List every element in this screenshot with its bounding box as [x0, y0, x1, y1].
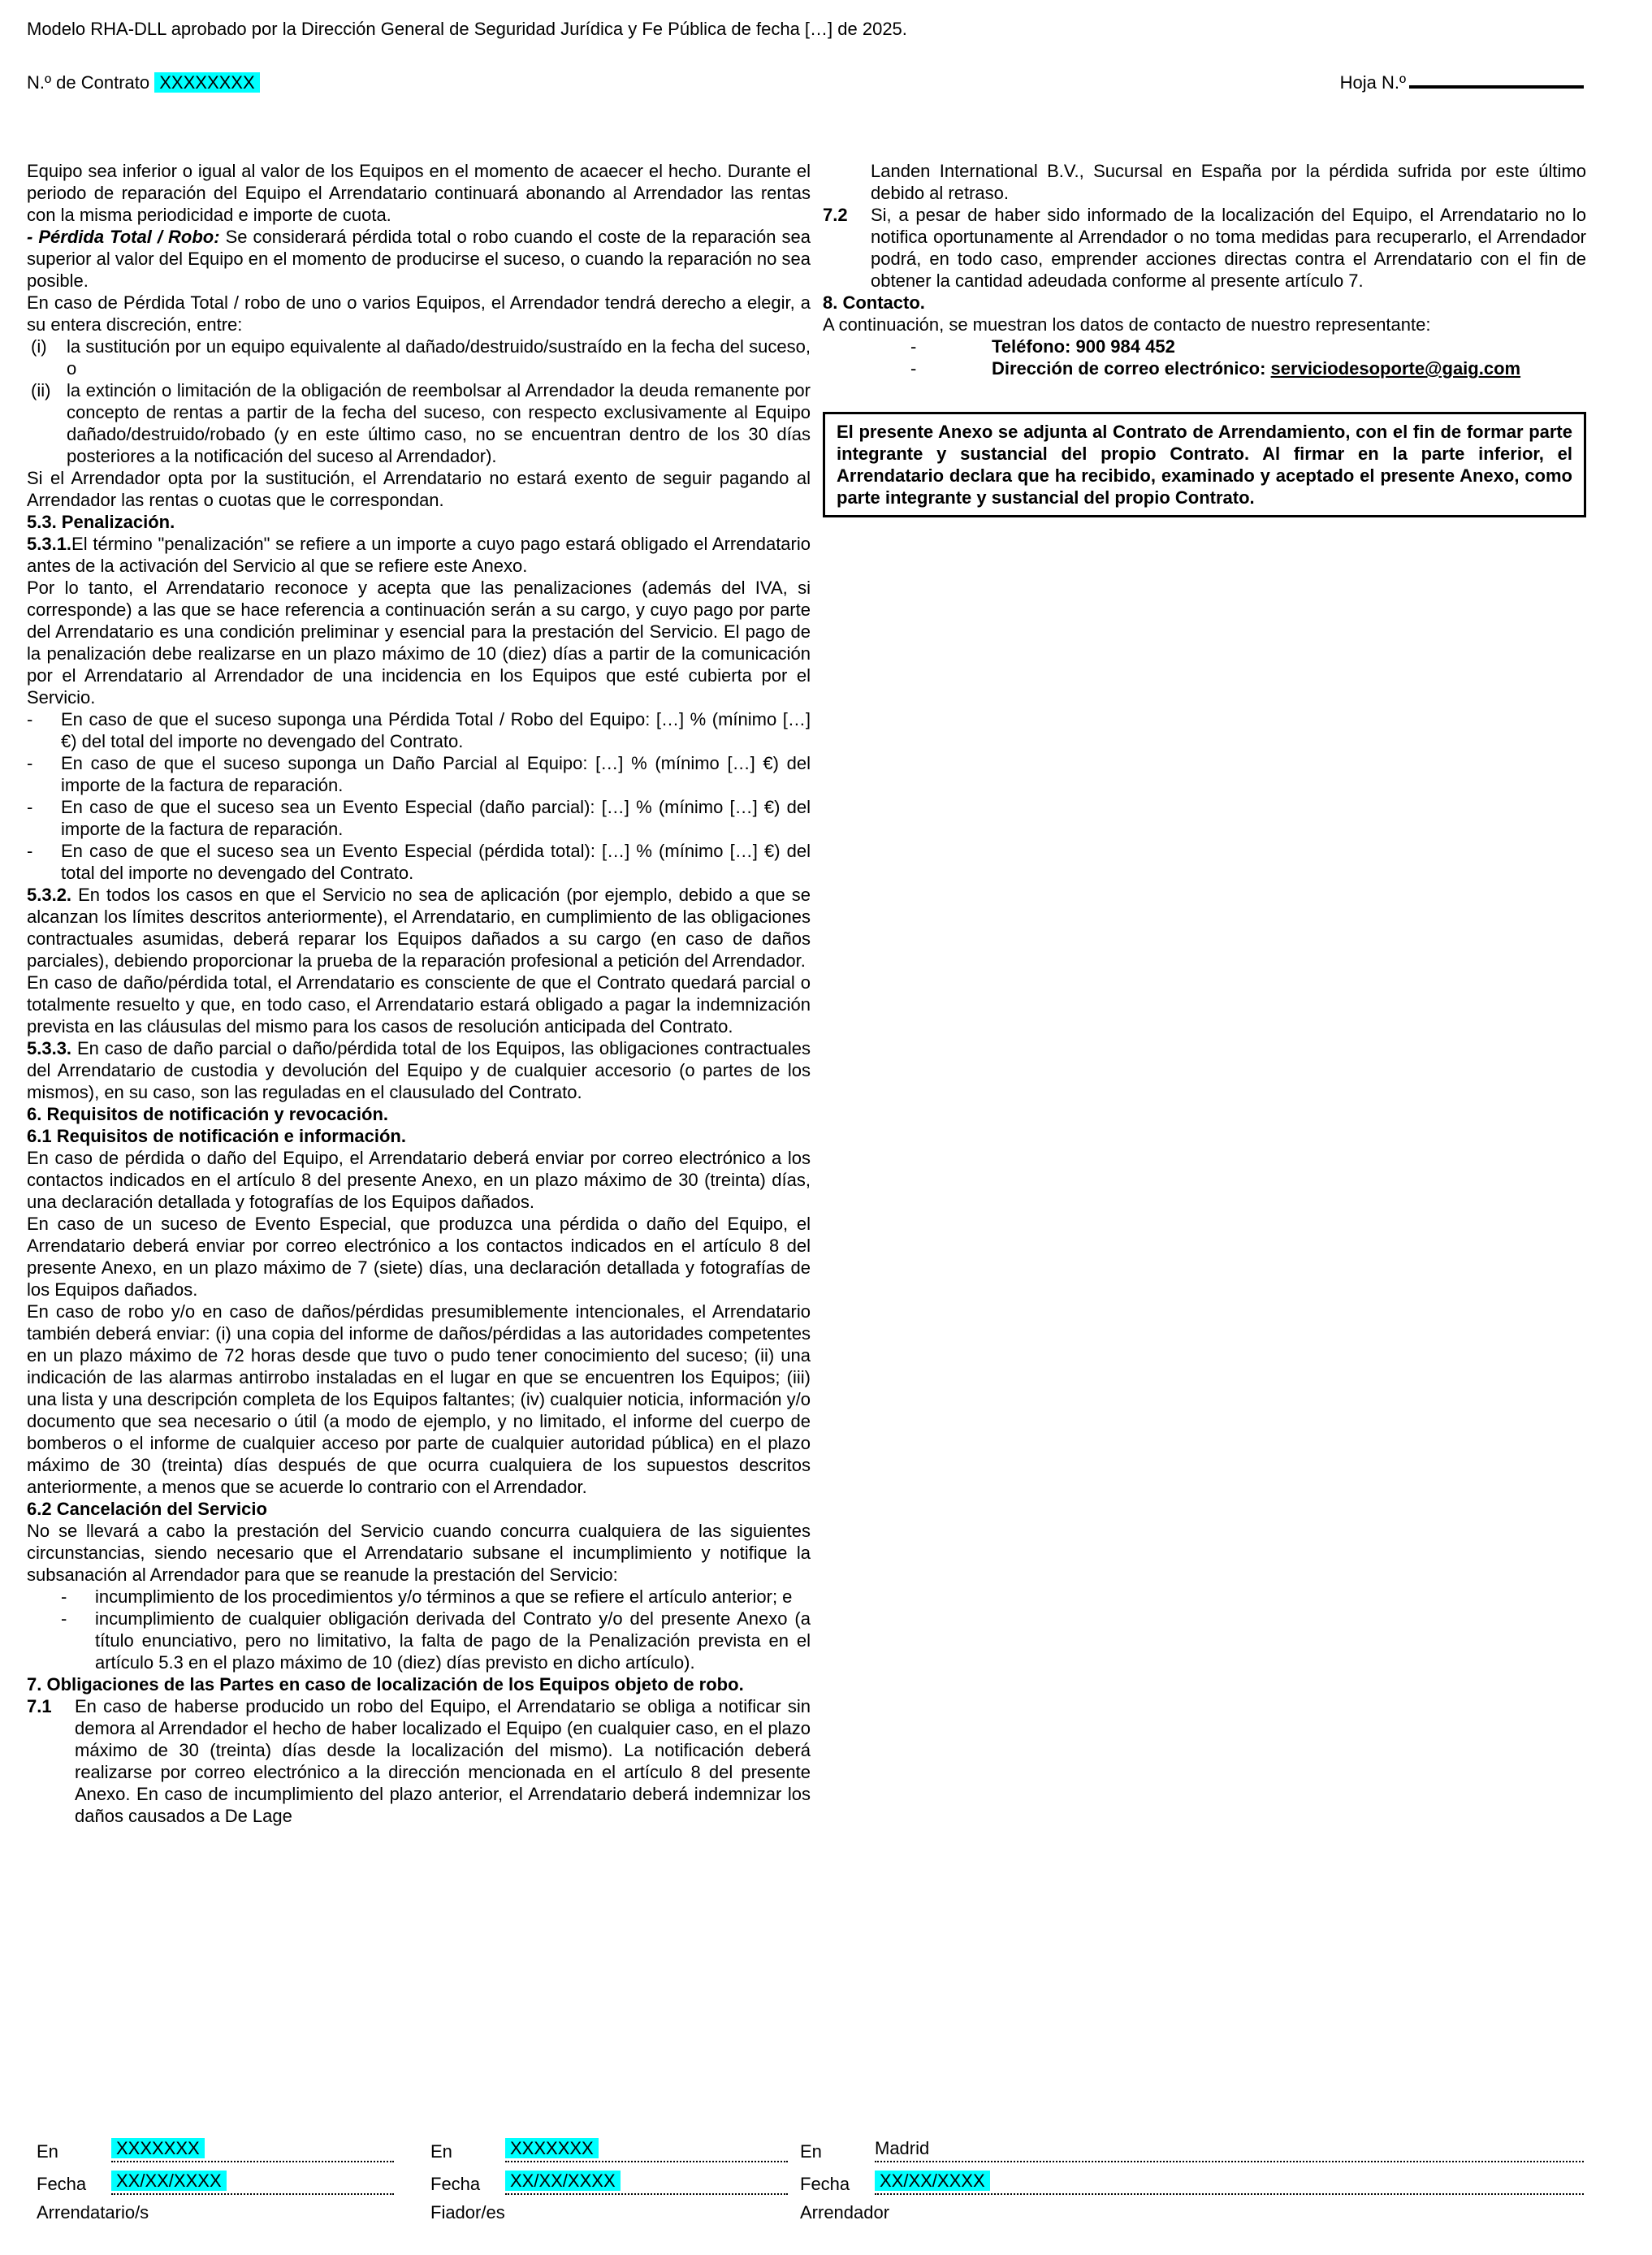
approval-line: Modelo RHA-DLL aprobado por la Dirección General de Seguridad Jurídica y Fe Pública de fecha […] de 2025. — [27, 19, 907, 39]
cancellation-item-1: - incumplimiento de los procedimientos y/o términos a que se refiere el artículo anterior; e — [61, 1586, 793, 1607]
place-label: En — [430, 2141, 452, 2162]
place-field[interactable] — [875, 2137, 1584, 2162]
clause-number: 5.3.3. — [27, 1038, 72, 1058]
heading-6: 6. Requisitos de notificación y revocación. — [27, 1104, 389, 1124]
penalty-item-2: - En caso de que el suceso suponga un Daño Parcial al Equipo: […] % (mínimo […] €) del importe de la factura de reparación. — [27, 753, 811, 795]
date-label: Fecha — [37, 2174, 87, 2194]
right-column — [823, 160, 1586, 517]
clause-penalizaciones: Por lo tanto, el Arrendatario reconoce y acepta que las penalizaciones (además del IVA, si corresponde) a las que se hace referencia a continuación serán a su cargo, y cuyo pago por parte del Arrendatario es una condición preliminar y esencial para la prestación del Servicio. El pago de la penalización debe realizarse en un plazo máximo de 10 (diez) días a partir de la comunicación por el Arrendatario al Arrendador de una incidencia en los Equipos que esté cubierta por el Servicio. — [27, 578, 811, 708]
list-marker: - — [27, 797, 33, 817]
contact-intro: A continuación, se muestran los datos de contacto de nuestro representante: — [823, 314, 1431, 335]
list-item-ii: (ii) la extinción o limitación de la obligación de reembolsar al Arrendador la deuda remanente por concepto de rentas a partir de la fecha del suceso, con respecto exclusivamente al Equipo dañado/destruido/robado (y en este último caso, no se encuentran dentro de los 30 días posteriores a la notificación del suceso al Arrendador). — [27, 379, 811, 467]
contact-phone: Teléfono: 900 984 452 — [992, 336, 1175, 357]
contract-number-value[interactable]: XXXXXXXX — [154, 72, 259, 93]
clause-number: 7.1 — [27, 1696, 52, 1716]
date-value[interactable]: XX/XX/XXXX — [875, 2171, 990, 2191]
penalty-item-4: - En caso de que el suceso sea un Evento Especial (pérdida total): […] % (mínimo […] €) del total del importe no devengado del Contrato. — [27, 841, 811, 883]
date-value[interactable]: XX/XX/XXXX — [505, 2171, 621, 2191]
clause-number: 5.3.2. — [27, 885, 72, 905]
clause-5-3-1: 5.3.1.El término "penalización" se refiere a un importe a cuyo pago estará obligado el Arrendatario antes de la activación del Servicio al que se refiere este Anexo. — [27, 534, 811, 576]
sheet-number — [1340, 69, 1584, 93]
heading-6-1: 6.1 Requisitos de notificación e información. — [27, 1126, 406, 1146]
document-header — [0, 0, 1652, 93]
sheet-number-label: Hoja N.º — [1339, 72, 1406, 93]
date-label: Fecha — [430, 2174, 481, 2194]
heading-7: 7. Obligaciones de las Partes en caso de localización de los Equipos objeto de robo. — [27, 1674, 744, 1694]
signature-section — [37, 2130, 1584, 2223]
clause-dano-perdida-total: En caso de daño/pérdida total, el Arrendatario es consciente de que el Contrato quedará parcial o totalmente resuelto y que, en todo caso, el Arrendatario estará obligado a pagar la indemnización prevista en las cláusulas del mismo para los casos de resolución anticipada del Contrato. — [27, 972, 811, 1037]
clause-6-1-c: En caso de robo y/o en caso de daños/pérdidas presumiblemente intencionales, el Arrendatario también deberá enviar: (i) una copia del informe de daños/pérdidas a las autoridades competentes en un plazo máximo de 72 horas desde que tuvo o pudo tener conocimiento del suceso; (ii) una indicación de las alarmas antirrobo instaladas en el lugar en que se encuentren los Equipos; (iii) una lista y una descripción completa de los Equipos faltantes; (iv) cualquier noticia, información y/o documento que sea necesario o útil (a modo de ejemplo, y no limitado, el informe del cuerpo de bomberos o el informe de cualquier acceso por parte de cualquier autoridad pública) en el plazo máximo de 30 (treinta) días después de que ocurra cualquiera de los supuestos descritos anteriormente, a menos que se acuerde lo contrario con el Arrendador. — [27, 1301, 811, 1497]
clause-6-1-a: En caso de pérdida o daño del Equipo, el Arrendatario deberá enviar por correo electrónico a los contactos indicados en el artículo 8 del presente Anexo, en un plazo máximo de 30 (treinta) días, una declaración detallada y fotografías de los Equipos dañados. — [27, 1148, 811, 1212]
date-row — [800, 2162, 1584, 2195]
heading-8: 8. Contacto. — [823, 292, 925, 313]
document-body — [0, 160, 1652, 1827]
signature-block-fiador — [430, 2130, 788, 2223]
contact-phone-item — [823, 335, 1586, 357]
place-label: En — [37, 2141, 58, 2162]
signer-role: Arrendatario/s — [37, 2202, 149, 2223]
contract-number-label: N.º de Contrato — [27, 72, 150, 93]
contract-row — [27, 69, 1584, 93]
date-row — [430, 2162, 788, 2195]
clause-6-2-intro: No se llevará a cabo la prestación del Servicio cuando concurra cualquiera de las siguientes circunstancias, siendo necesario que el Arrendatario subsane el incumplimiento y notifique la subsanación al Arrendador para que se reanude la prestación del Servicio: — [27, 1521, 811, 1585]
clause-number: 5.3.1. — [27, 534, 72, 554]
place-row — [800, 2130, 1584, 2162]
list-marker: - — [27, 753, 33, 773]
contact-email-label: Dirección de correo electrónico: — [992, 358, 1271, 379]
clause-5-3-2: 5.3.2. En todos los casos en que el Servicio no sea de aplicación (por ejemplo, debido a que se alcanzan los límites descritos anteriormente), el Arrendatario, en cumplimiento de las obligaciones contractuales asumidas, deberá reparar los Equipos dañados a su cargo (en caso de daños parciales), debiendo proporcionar la prueba de la reparación profesional a petición del Arrendador. — [27, 885, 811, 971]
list-marker: - — [27, 709, 33, 729]
list-marker: - — [27, 841, 33, 861]
heading-6-2: 6.2 Cancelación del Servicio — [27, 1499, 267, 1519]
place-value: Madrid — [875, 2138, 930, 2158]
contact-email-link[interactable]: serviciodesoporte@gaig.com — [1270, 358, 1521, 379]
clause-continuation-paragraph: Equipo sea inferior o igual al valor de los Equipos en el momento de acaecer el hecho. Durante el periodo de reparación del Equipo el Arrendatario continuará abonando al Arrendador las rentas con la misma periodicidad e importe de cuota. — [27, 161, 811, 225]
signer-role: Arrendador — [800, 2202, 890, 2223]
clause-eleccion-intro: En caso de Pérdida Total / robo de uno o varios Equipos, el Arrendador tendrá derecho a elegir, a su entera discreción, entre: — [27, 292, 811, 335]
contract-number — [27, 71, 260, 93]
cancellation-item-2: - incumplimiento de cualquier obligación derivada del Contrato y/o del presente Anexo (a título enunciativo, pero no limitativo, la falta de pago de la Penalización prevista en el artículo 5.3 en el plazo máximo de 10 (diez) días previsto en dicho artículo). — [61, 1608, 811, 1673]
list-marker: - — [910, 336, 917, 357]
place-value[interactable]: XXXXXXX — [111, 2138, 205, 2158]
clause-7-1-continuation: Landen International B.V., Sucursal en España por la pérdida sufrida por este último debido al retraso. — [871, 161, 1586, 203]
sheet-number-blank[interactable] — [1409, 69, 1584, 89]
list-marker: - — [910, 358, 917, 379]
date-field[interactable] — [111, 2170, 394, 2195]
clause-sustitucion: Si el Arrendador opta por la sustitución, el Arrendatario no estará exento de seguir pagando al Arrendador las rentas o cuotas que le correspondan. — [27, 468, 811, 510]
date-field[interactable] — [875, 2170, 1584, 2195]
place-row — [37, 2130, 394, 2162]
clause-6-1-b: En caso de un suceso de Evento Especial, que produzca una pérdida o daño del Equipo, el Arrendatario deberá enviar por correo electrónico a los contactos indicados en el artículo 8 del presente Anexo, en un plazo máximo de 7 (siete) días, una declaración detallada y fotografías de los Equipos dañados. — [27, 1214, 811, 1300]
left-column — [27, 160, 811, 1827]
penalty-item-3: - En caso de que el suceso sea un Evento Especial (daño parcial): […] % (mínimo […] €) del importe de la factura de reparación. — [27, 797, 811, 839]
date-label: Fecha — [800, 2174, 850, 2194]
signer-role: Fiador/es — [430, 2202, 505, 2223]
penalty-item-1: - En caso de que el suceso suponga una Pérdida Total / Robo del Equipo: […] % (mínimo […] €) del total del importe no devengado del Contrato. — [27, 709, 811, 751]
list-item-i: (i) la sustitución por un equipo equivalente al dañado/destruido/sustraído en la fecha del suceso, o — [27, 335, 811, 379]
contact-email-item — [823, 357, 1586, 379]
place-row — [430, 2130, 788, 2162]
annex-notice-box: El presente Anexo se adjunta al Contrato de Arrendamiento, con el fin de formar parte integrante y sustancial del propio Contrato. Al firmar en la parte inferior, el Arrendatario declara que ha recibido, examinado y aceptado el presente Anexo, como parte integrante y sustancial del propio Contrato. — [823, 412, 1586, 517]
heading-5-3: 5.3. Penalización. — [27, 512, 175, 532]
signature-block-arrendatario — [37, 2130, 394, 2223]
clause-number: 7.2 — [823, 205, 848, 225]
list-marker: (i) — [31, 336, 47, 357]
list-marker: - — [61, 1608, 67, 1629]
place-label: En — [800, 2141, 822, 2162]
clause-5-3-3: 5.3.3. En caso de daño parcial o daño/pérdida total de los Equipos, las obligaciones contractuales del Arrendatario de custodia y devolución del Equipo y de cualquier accesorio (o partes de los mismos), en su caso, son las reguladas en el clausulado del Contrato. — [27, 1038, 811, 1102]
place-field[interactable] — [111, 2137, 394, 2162]
place-field[interactable] — [505, 2137, 788, 2162]
date-row — [37, 2162, 394, 2195]
date-value[interactable]: XX/XX/XXXX — [111, 2171, 227, 2191]
list-marker: - — [61, 1586, 67, 1607]
signature-block-arrendador — [800, 2130, 1584, 2223]
place-value[interactable]: XXXXXXX — [505, 2138, 599, 2158]
clause-perdida-total-definition: - Pérdida Total / Robo: Se considerará pérdida total o robo cuando el coste de la reparación sea superior al valor del Equipo en el momento de producirse el suceso, o cuando la reparación no sea posible. — [27, 227, 811, 291]
clause-7-2: 7.2 Si, a pesar de haber sido informado de la localización del Equipo, el Arrendatario no lo notifica oportunamente al Arrendador o no toma medidas para recuperarlo, el Arrendador podrá, en todo caso, emprender acciones directas contra el Arrendatario con el fin de obtener la cantidad adeudada conforme al presente artículo 7. — [823, 205, 1586, 291]
perdida-total-lead: - Pérdida Total / Robo: — [27, 227, 226, 247]
clause-7-1: 7.1 En caso de haberse producido un robo del Equipo, el Arrendatario se obliga a notificar sin demora al Arrendador el hecho de haber localizado el Equipo (en cualquier caso, en el plazo máximo de 30 (treinta) días desde la localización del mismo). La notificación deberá realizarse por correo electrónico a la dirección mencionada en el artículo 8 del presente Anexo. En caso de incumplimiento del plazo anterior, el Arrendatario deberá indemnizar los daños causados a De Lage — [27, 1696, 811, 1826]
list-marker: (ii) — [31, 380, 51, 400]
date-field[interactable] — [505, 2170, 788, 2195]
